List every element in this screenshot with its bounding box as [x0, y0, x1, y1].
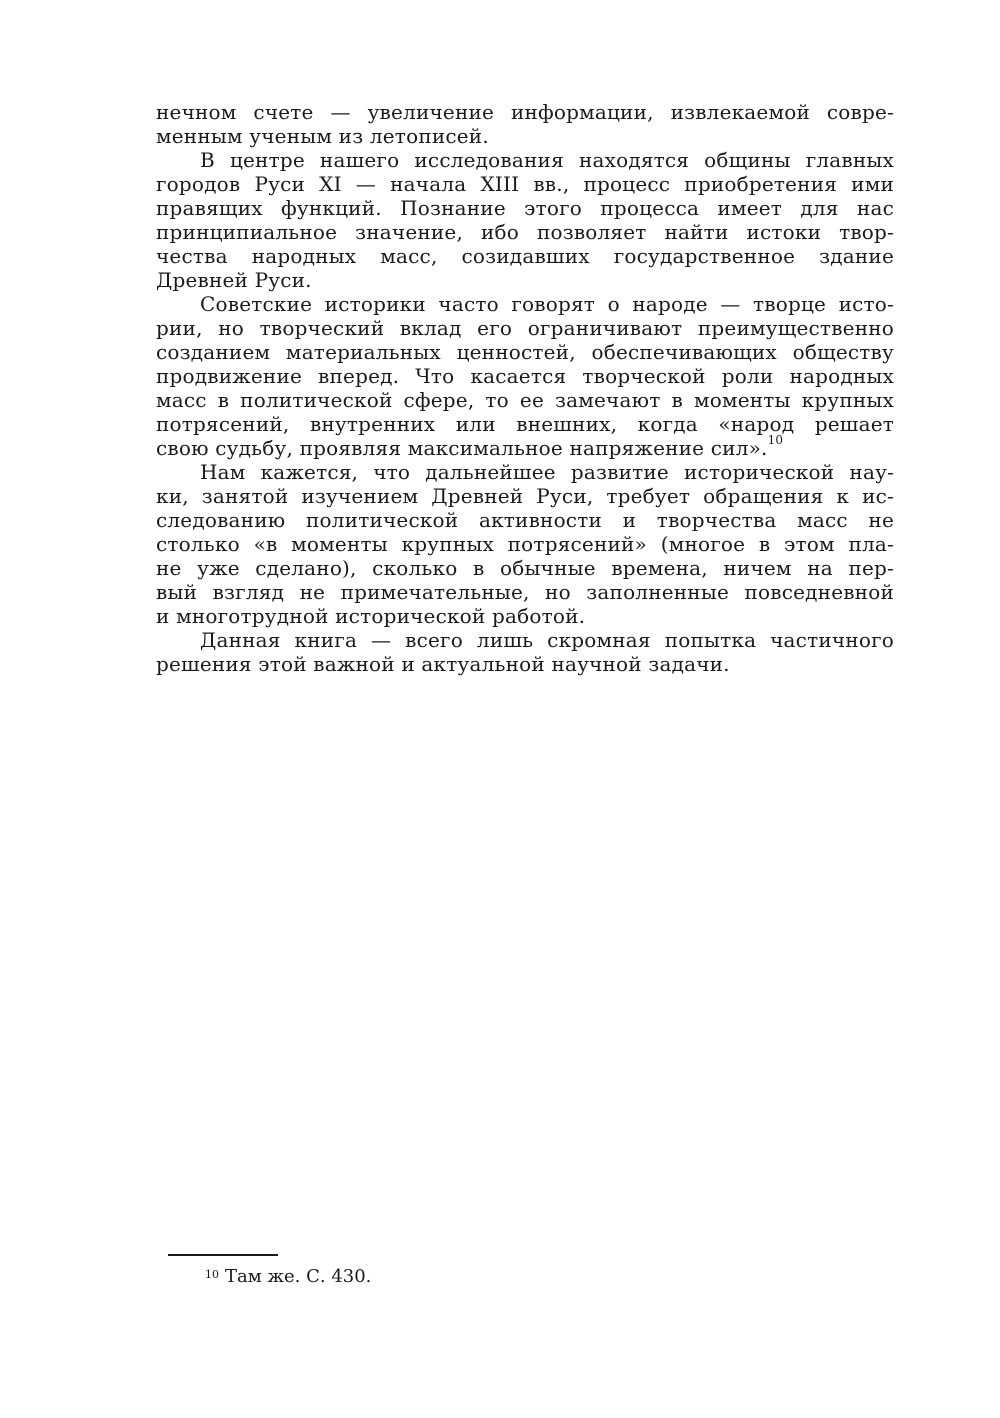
text-line: нечном счете — увеличение информации, извлекаемой совре-	[156, 100, 894, 124]
paragraph	[156, 148, 894, 292]
text-line: чества народных масс, созидавших государственное здание	[156, 244, 894, 268]
text-line: Нам кажется, что дальнейшее развитие исторической нау-	[200, 460, 894, 484]
paragraph	[156, 100, 894, 148]
text-line	[156, 433, 894, 460]
text-line: Данная книга — всего лишь скромная попытка частичного	[200, 628, 894, 652]
text-line: Советские историки часто говорят о народе — творце исто-	[200, 292, 894, 316]
text-line: следованию политической активности и творчества масс не	[156, 508, 894, 532]
footnote	[205, 1266, 371, 1288]
text-line: столько «в моменты крупных потрясений» (многое в этом пла-	[156, 532, 894, 556]
text-line-content: свою судьбу, проявляя максимальное напряжение сил».	[156, 436, 768, 460]
text-line: рии, но творческий вклад его ограничивают преимущественно	[156, 316, 894, 340]
body-text	[156, 100, 894, 676]
text-line: созданием материальных ценностей, обеспечивающих обществу	[156, 340, 894, 364]
text-line: принципиальное значение, ибо позволяет найти истоки твор-	[156, 220, 894, 244]
footnote-reference[interactable]: 10	[767, 433, 784, 447]
paragraph	[156, 628, 894, 676]
text-line: правящих функций. Познание этого процесса имеет для нас	[156, 196, 894, 220]
footnote-text: Там же. С. 430.	[225, 1266, 372, 1287]
text-line: Древней Руси.	[156, 268, 312, 292]
text-line: ки, занятой изучением Древней Руси, требует обращения к ис-	[156, 484, 894, 508]
text-line: потрясений, внутренних или внешних, когда «народ решает	[156, 412, 894, 436]
footnote-number: 10	[205, 1268, 219, 1281]
text-line: и многотрудной исторической работой.	[156, 604, 586, 628]
text-line: масс в политической сфере, то ее замечают в моменты крупных	[156, 388, 894, 412]
paragraph	[156, 460, 894, 628]
text-line: вый взгляд не примечательные, но заполненные повседневной	[156, 580, 894, 604]
text-line: менным ученым из летописей.	[156, 124, 489, 148]
text-line: продвижение вперед. Что касается творческой роли народных	[156, 364, 894, 388]
text-line: В центре нашего исследования находятся общины главных	[200, 148, 894, 172]
paragraph	[156, 292, 894, 460]
footnote-divider	[168, 1254, 278, 1256]
text-line: решения этой важной и актуальной научной задачи.	[156, 652, 730, 676]
text-line: не уже сделано), сколько в обычные времена, ничем на пер-	[156, 556, 894, 580]
text-line: городов Руси XI — начала XIII вв., процесс приобретения ими	[156, 172, 894, 196]
